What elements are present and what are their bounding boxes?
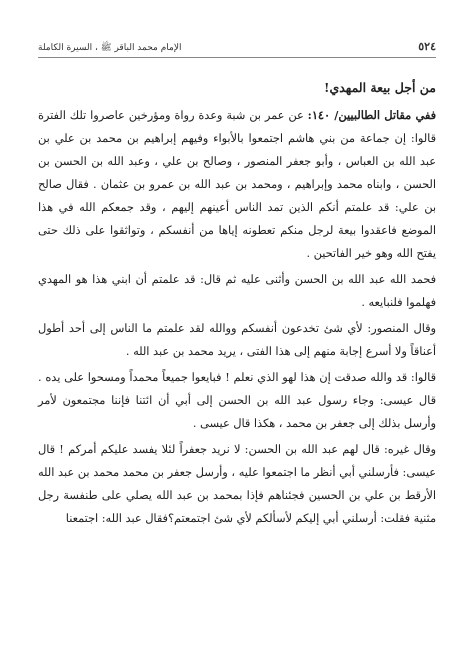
- header-rule: [38, 57, 436, 58]
- paragraph-text: عن عمر بن شبة وعدة رواة ومؤرخين عاصروا تلك الفترة قالوا: إن جماعة من بني هاشم اجتمعوا بالأبواء وفيهم إبراهيم بن محمد بن علي بن عبد الله بن العباس ، وأبو جعفر المنصور ، وصالح بن علي ، وعبد الله بن الحسن بن الحسن ، وابناه محمد وإبراهيم ، ومحمد بن عبد الله بن عمرو بن عثمان . فقال صالح بن علي: قد علمتم أنكم الذين تمد الناس أعينهم إليهم ، وقد جمعكم الله في هذا الموضع فاعقدوا بيعة لرجل منكم تعطونه إياها من أنفسكم ، وتواثقوا على ذلك حتى يفتح الله وهو خير الفاتحين .: [38, 109, 436, 260]
- paragraph: وقال المنصور: لأي شئ تخدعون أنفسكم ووالله لقد علمتم ما الناس إلى أحد أطول أعناقاً ولا أسرع إجابة منهم إلى هذا الفتى ، يريد محمد بن عبد الله .: [38, 322, 436, 358]
- page-body: [38, 78, 436, 533]
- section-title: من أجل بيعة المهدي!: [323, 80, 436, 95]
- source-citation: ففي مقاتل الطالبيين/ ١٤٠:: [307, 108, 436, 122]
- paragraph: فحمد الله عبد الله بن الحسن وأثنى عليه ثم قال: قد علمتم أن ابني هذا هو المهدي فهلموا فلنبايعه .: [38, 273, 436, 309]
- running-title: الإمام محمد الباقر ﷺ ، السيرة الكاملة: [38, 43, 182, 53]
- paragraph: [38, 104, 436, 265]
- paragraph: قالوا: قد والله صدقت إن هذا لهو الذي نعلم ! فبايعوا جميعاً محمداً ومسحوا على يده . قال عيسى: وجاء رسول عبد الله بن الحسن إلى أبي أن ائتنا فإننا مجتمعون لأمر وأرسل بذلك إلى جعفر بن محمد ، هكذا قال عيسى .: [38, 371, 436, 430]
- page-header: [38, 40, 436, 55]
- paragraph: وقال غيره: قال لهم عبد الله بن الحسن: لا نريد جعفراً لئلا يفسد عليكم أمركم ! قال عيسى: فأرسلني أبي أنظر ما اجتمعوا عليه ، وأرسل جعفر بن محمد محمد بن عبد الله الأرقط بن علي بن الحسين فجئناهم فإذا بمحمد بن عبد الله يصلي على طنفسة رجل مثنية فقلت: أرسلني أبي إليكم لأسألكم لأي شئ اجتمعتم؟فقال عبد الله: اجتمعنا: [38, 443, 436, 525]
- page-number: ٥٢٤: [418, 40, 436, 53]
